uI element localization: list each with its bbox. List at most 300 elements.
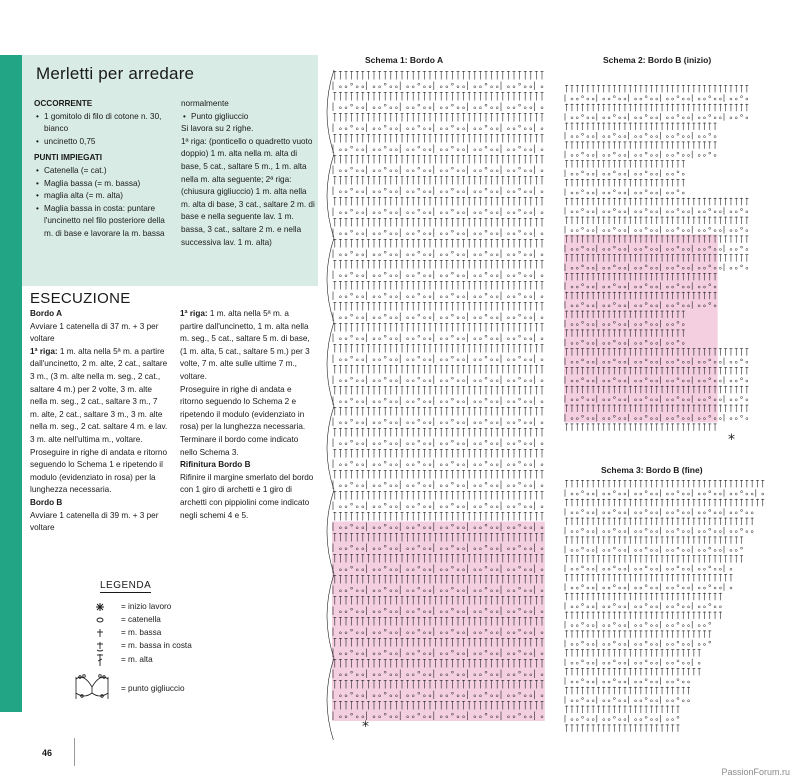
chain-mark: [446, 296, 448, 298]
stitch-mark: [745, 198, 748, 205]
chain-mark: [587, 719, 589, 721]
chain-mark: [390, 485, 392, 487]
stitch-mark: [682, 536, 685, 543]
stitch-mark: [417, 491, 420, 500]
chain-mark: [530, 107, 532, 109]
stitch-mark: [682, 198, 685, 205]
stitch-mark: [473, 365, 476, 374]
chain-mark: [688, 136, 690, 138]
stitch-mark: [457, 176, 460, 185]
chain-mark: [619, 493, 621, 495]
chain-mark: [379, 443, 381, 445]
chain-mark: [635, 192, 637, 194]
stitch-mark: [570, 423, 573, 430]
stitch-mark: [724, 235, 727, 242]
stitch-mark: [692, 85, 695, 92]
stitch-mark: [676, 724, 679, 731]
chain-mark: [407, 149, 409, 151]
chain-mark: [677, 509, 679, 511]
stitch-mark: [535, 260, 538, 269]
chain-mark: [608, 606, 610, 608]
stitch-mark: [719, 480, 722, 487]
stitch-mark: [576, 123, 579, 130]
stitch-mark: [629, 141, 632, 148]
stitch-mark: [634, 593, 637, 600]
chain-mark: [395, 254, 397, 256]
chain-mark: [608, 512, 610, 514]
stitch-mark: [434, 407, 437, 416]
stitch-mark: [708, 141, 711, 148]
stitch-mark: [570, 612, 573, 619]
stitch-mark: [613, 85, 616, 92]
chain-mark: [362, 401, 364, 403]
chain-mark: [362, 380, 364, 382]
stitch-mark: [333, 323, 336, 332]
stitch-mark: [529, 428, 532, 437]
chain-mark: [384, 272, 386, 274]
instruction-paragraph: [30, 321, 168, 346]
chain-mark: [666, 136, 668, 138]
stitch-mark: [524, 92, 527, 101]
chain-mark: [624, 230, 626, 232]
chain-mark: [463, 422, 465, 424]
stitch-mark: [608, 706, 611, 713]
chain-mark: [619, 192, 621, 194]
chain-mark: [587, 681, 589, 683]
stitch-mark: [389, 176, 392, 185]
chain-mark: [412, 338, 414, 340]
chain-mark: [541, 317, 543, 319]
stitch-mark: [650, 612, 653, 619]
chain-mark: [640, 719, 642, 721]
stitch-mark: [462, 386, 465, 395]
stitch-mark: [440, 218, 443, 227]
chain-mark: [485, 503, 487, 505]
stitch-mark: [541, 365, 544, 374]
chain-mark: [698, 587, 700, 589]
chain-mark: [485, 209, 487, 211]
chain-mark: [698, 117, 700, 119]
stitch-mark: [501, 155, 504, 164]
chain-mark: [379, 107, 381, 109]
chain-mark: [519, 377, 521, 379]
stitch-mark: [639, 687, 642, 694]
stitch-mark: [356, 239, 359, 248]
chain-mark: [762, 493, 764, 495]
stitch-mark: [735, 104, 738, 111]
stitch-mark: [367, 197, 370, 206]
chain-mark: [582, 152, 584, 154]
chain-mark: [677, 603, 679, 605]
stitch-mark: [565, 687, 568, 694]
stitch-mark: [576, 630, 579, 637]
stitch-mark: [462, 323, 465, 332]
stitch-mark: [586, 217, 589, 224]
chain-mark: [457, 359, 459, 361]
chain-mark: [666, 230, 668, 232]
stitch-mark: [687, 480, 690, 487]
stitch-mark: [384, 428, 387, 437]
stitch-mark: [708, 555, 711, 562]
chain-mark: [592, 154, 594, 156]
chain-mark: [524, 401, 526, 403]
punti-item: • maglia alta (= m. alta): [34, 190, 174, 203]
instruction-paragraph: [30, 497, 168, 510]
chain-mark: [479, 380, 481, 382]
instruction-text: Proseguire in righe di andata e ritorno seguendo lo Schema 1 e ripetendo il modulo (evidenziato in rosa) per la lunghezza necessaria.: [30, 447, 167, 495]
stitch-mark: [333, 281, 336, 290]
stitch-mark: [565, 630, 568, 637]
chain-mark: [714, 136, 716, 138]
stitch-mark: [429, 344, 432, 353]
stitch-mark: [378, 71, 381, 80]
stitch-mark: [524, 491, 527, 500]
chain-mark: [735, 361, 737, 363]
stitch-mark: [367, 239, 370, 248]
chain-mark: [507, 191, 509, 193]
stitch-mark: [496, 134, 499, 143]
chain-mark: [571, 549, 573, 551]
stitch-mark: [479, 71, 482, 80]
stitch-mark: [661, 160, 664, 167]
stitch-mark: [535, 134, 538, 143]
chain-mark: [603, 230, 605, 232]
chain-mark: [395, 359, 397, 361]
stitch-mark: [740, 536, 743, 543]
stitch-mark: [735, 85, 738, 92]
chain-mark: [395, 380, 397, 382]
stitch-mark: [479, 218, 482, 227]
stitch-mark: [479, 470, 482, 479]
stitch-mark: [445, 92, 448, 101]
stitch-mark: [350, 302, 353, 311]
chain-mark: [603, 211, 605, 213]
chain-mark: [587, 512, 589, 514]
stitch-mark: [339, 113, 342, 122]
stitch-mark: [729, 405, 732, 412]
chain-mark: [395, 107, 397, 109]
chain-mark: [429, 359, 431, 361]
chain-mark: [613, 603, 615, 605]
chain-mark: [407, 212, 409, 214]
stitch-mark: [581, 668, 584, 675]
chain-mark: [741, 208, 743, 210]
chain-mark: [530, 380, 532, 382]
stitch-mark: [597, 160, 600, 167]
chain-mark: [440, 170, 442, 172]
chain-mark: [446, 401, 448, 403]
chain-mark: [479, 86, 481, 88]
stitch-mark: [490, 323, 493, 332]
chain-mark: [677, 716, 679, 718]
stitch-mark: [629, 574, 632, 581]
stitch-mark: [496, 155, 499, 164]
instruction-paragraph: [180, 472, 314, 522]
chain-mark: [530, 422, 532, 424]
chain-mark: [356, 380, 358, 382]
stitch-mark: [541, 197, 544, 206]
instruction-lead: Bordo A: [30, 309, 62, 318]
stitch-mark: [597, 724, 600, 731]
chain-mark: [576, 211, 578, 213]
stitch-mark: [513, 428, 516, 437]
stitch-mark: [373, 155, 376, 164]
stitch-mark: [745, 499, 748, 506]
chain-mark: [513, 170, 515, 172]
stitch-mark: [513, 407, 516, 416]
stitch-mark: [501, 302, 504, 311]
stitch-mark: [518, 176, 521, 185]
chain-mark: [688, 587, 690, 589]
chain-mark: [362, 86, 364, 88]
stitch-mark: [389, 407, 392, 416]
chain-mark: [645, 190, 647, 192]
stitch-mark: [719, 555, 722, 562]
chain-mark: [423, 254, 425, 256]
chain-mark: [608, 587, 610, 589]
chain-mark: [571, 173, 573, 175]
stitch-mark: [682, 668, 685, 675]
chain-mark: [429, 338, 431, 340]
stitch-mark: [613, 706, 616, 713]
stitch-mark: [451, 470, 454, 479]
chain-mark: [429, 107, 431, 109]
stitch-mark: [434, 155, 437, 164]
stitch-mark: [666, 706, 669, 713]
stitch-mark: [395, 323, 398, 332]
stitch-mark: [462, 344, 465, 353]
stitch-mark: [714, 555, 717, 562]
stitch-mark: [412, 512, 415, 521]
chain-mark: [688, 606, 690, 608]
chain-mark: [603, 493, 605, 495]
stitch-mark: [629, 499, 632, 506]
stitch-mark: [384, 365, 387, 374]
stitch-mark: [485, 512, 488, 521]
stitch-mark: [629, 104, 632, 111]
stitch-mark: [356, 512, 359, 521]
stitch-mark: [490, 449, 493, 458]
chain-mark: [339, 128, 341, 130]
chain-mark: [603, 587, 605, 589]
chain-mark: [519, 188, 521, 190]
chain-mark: [519, 125, 521, 127]
chain-mark: [373, 422, 375, 424]
stitch-mark: [650, 123, 653, 130]
chain-mark: [650, 154, 652, 156]
stitch-mark: [639, 104, 642, 111]
stitch-mark: [457, 302, 460, 311]
stitch-mark: [513, 344, 516, 353]
stitch-mark: [361, 365, 364, 374]
stitch-mark: [613, 179, 616, 186]
stitch-mark: [468, 218, 471, 227]
stitch-mark: [581, 706, 584, 713]
chain-mark: [491, 149, 493, 151]
chain-mark: [688, 643, 690, 645]
chain-mark: [524, 422, 526, 424]
chain-mark: [666, 98, 668, 100]
stitch-mark: [501, 92, 504, 101]
schema-2-title: Schema 2: Bordo B (inizio): [603, 55, 712, 65]
stitch-mark: [345, 491, 348, 500]
stitch-mark: [507, 386, 510, 395]
chain-mark: [463, 338, 465, 340]
stitch-mark: [434, 344, 437, 353]
stitch-mark: [417, 281, 420, 290]
chain-mark: [530, 254, 532, 256]
stitch-mark: [586, 536, 589, 543]
stitch-mark: [698, 217, 701, 224]
stitch-mark: [384, 260, 387, 269]
stitch-mark: [496, 470, 499, 479]
stitch-mark: [501, 281, 504, 290]
chain-mark: [345, 233, 347, 235]
stitch-mark: [692, 141, 695, 148]
chain-mark: [407, 86, 409, 88]
stitch-mark: [639, 555, 642, 562]
stitch-mark: [682, 630, 685, 637]
chain-mark: [451, 398, 453, 400]
chain-mark: [608, 136, 610, 138]
chain-mark: [440, 317, 442, 319]
chain-mark: [571, 700, 573, 702]
stitch-mark: [676, 141, 679, 148]
stitch-mark: [608, 480, 611, 487]
stitch-mark: [345, 365, 348, 374]
stitch-mark: [639, 518, 642, 525]
stitch-mark: [333, 197, 336, 206]
chain-mark: [582, 491, 584, 493]
stitch-mark: [687, 612, 690, 619]
chain-mark: [719, 399, 721, 401]
chain-mark: [666, 700, 668, 702]
chain-mark: [587, 587, 589, 589]
stitch-mark: [565, 612, 568, 619]
chain-mark: [719, 549, 721, 551]
chain-mark: [474, 443, 476, 445]
chain-mark: [541, 359, 543, 361]
chain-mark: [519, 209, 521, 211]
stitch-mark: [395, 407, 398, 416]
chain-mark: [384, 398, 386, 400]
chain-mark: [479, 212, 481, 214]
chain-mark: [379, 149, 381, 151]
stitch-mark: [735, 405, 738, 412]
chain-mark: [603, 136, 605, 138]
stitch-mark: [629, 687, 632, 694]
chain-mark: [507, 107, 509, 109]
chain-mark: [541, 275, 543, 277]
stitch-mark: [666, 687, 669, 694]
chain-mark: [619, 512, 621, 514]
stitch-mark: [389, 260, 392, 269]
chain-mark: [582, 660, 584, 662]
chain-mark: [339, 107, 341, 109]
chain-mark: [624, 136, 626, 138]
stitch-mark: [384, 197, 387, 206]
chain-mark: [513, 485, 515, 487]
stitch-mark: [613, 141, 616, 148]
stitch-mark: [623, 85, 626, 92]
chain-mark: [418, 83, 420, 85]
stitch-mark: [703, 198, 706, 205]
stitch-mark: [682, 423, 685, 430]
chain-mark: [677, 133, 679, 135]
chain-mark: [703, 512, 705, 514]
chain-mark: [688, 625, 690, 627]
chain-mark: [440, 485, 442, 487]
chain-mark: [666, 192, 668, 194]
chain-mark: [463, 464, 465, 466]
chain-mark: [741, 415, 743, 417]
chain-mark: [656, 700, 658, 702]
chain-mark: [608, 531, 610, 533]
stitch-mark: [613, 518, 616, 525]
stitch-mark: [719, 574, 722, 581]
stitch-mark: [401, 176, 404, 185]
chain-mark: [440, 107, 442, 109]
stitch-mark: [645, 198, 648, 205]
chain-mark: [619, 98, 621, 100]
chain-mark: [479, 275, 481, 277]
stitch-mark: [666, 612, 669, 619]
chain-mark: [351, 419, 353, 421]
chain-mark: [656, 719, 658, 721]
stitch-mark: [389, 197, 392, 206]
stitch-mark: [581, 724, 584, 731]
stitch-mark: [429, 449, 432, 458]
chain-mark: [418, 230, 420, 232]
stitch-mark: [740, 254, 743, 261]
stitch-mark: [345, 71, 348, 80]
chain-mark: [474, 149, 476, 151]
chain-mark: [356, 422, 358, 424]
stitch-mark: [570, 104, 573, 111]
chain-mark: [656, 681, 658, 683]
chain-mark: [485, 419, 487, 421]
chain-mark: [582, 547, 584, 549]
chain-mark: [373, 317, 375, 319]
stitch-mark: [687, 141, 690, 148]
stitch-mark: [671, 104, 674, 111]
stitch-mark: [501, 197, 504, 206]
stitch-mark: [507, 323, 510, 332]
stitch-mark: [479, 365, 482, 374]
chain-mark: [418, 167, 420, 169]
stitch-mark: [451, 260, 454, 269]
chain-mark: [418, 125, 420, 127]
stitch-mark: [570, 668, 573, 675]
chain-mark: [530, 149, 532, 151]
stitch-mark: [490, 155, 493, 164]
stitch-mark: [440, 344, 443, 353]
chain-mark: [379, 338, 381, 340]
stitch-mark: [367, 344, 370, 353]
stitch-mark: [457, 239, 460, 248]
chain-mark: [373, 296, 375, 298]
stitch-mark: [703, 499, 706, 506]
stitch-mark: [440, 260, 443, 269]
stitch-mark: [645, 217, 648, 224]
stitch-mark: [429, 407, 432, 416]
stitch-mark: [586, 724, 589, 731]
stitch-mark: [513, 155, 516, 164]
stitch-mark: [401, 134, 404, 143]
legend-label: = inizio lavoro: [121, 602, 172, 611]
stitch-mark: [650, 480, 653, 487]
stitch-mark: [345, 344, 348, 353]
